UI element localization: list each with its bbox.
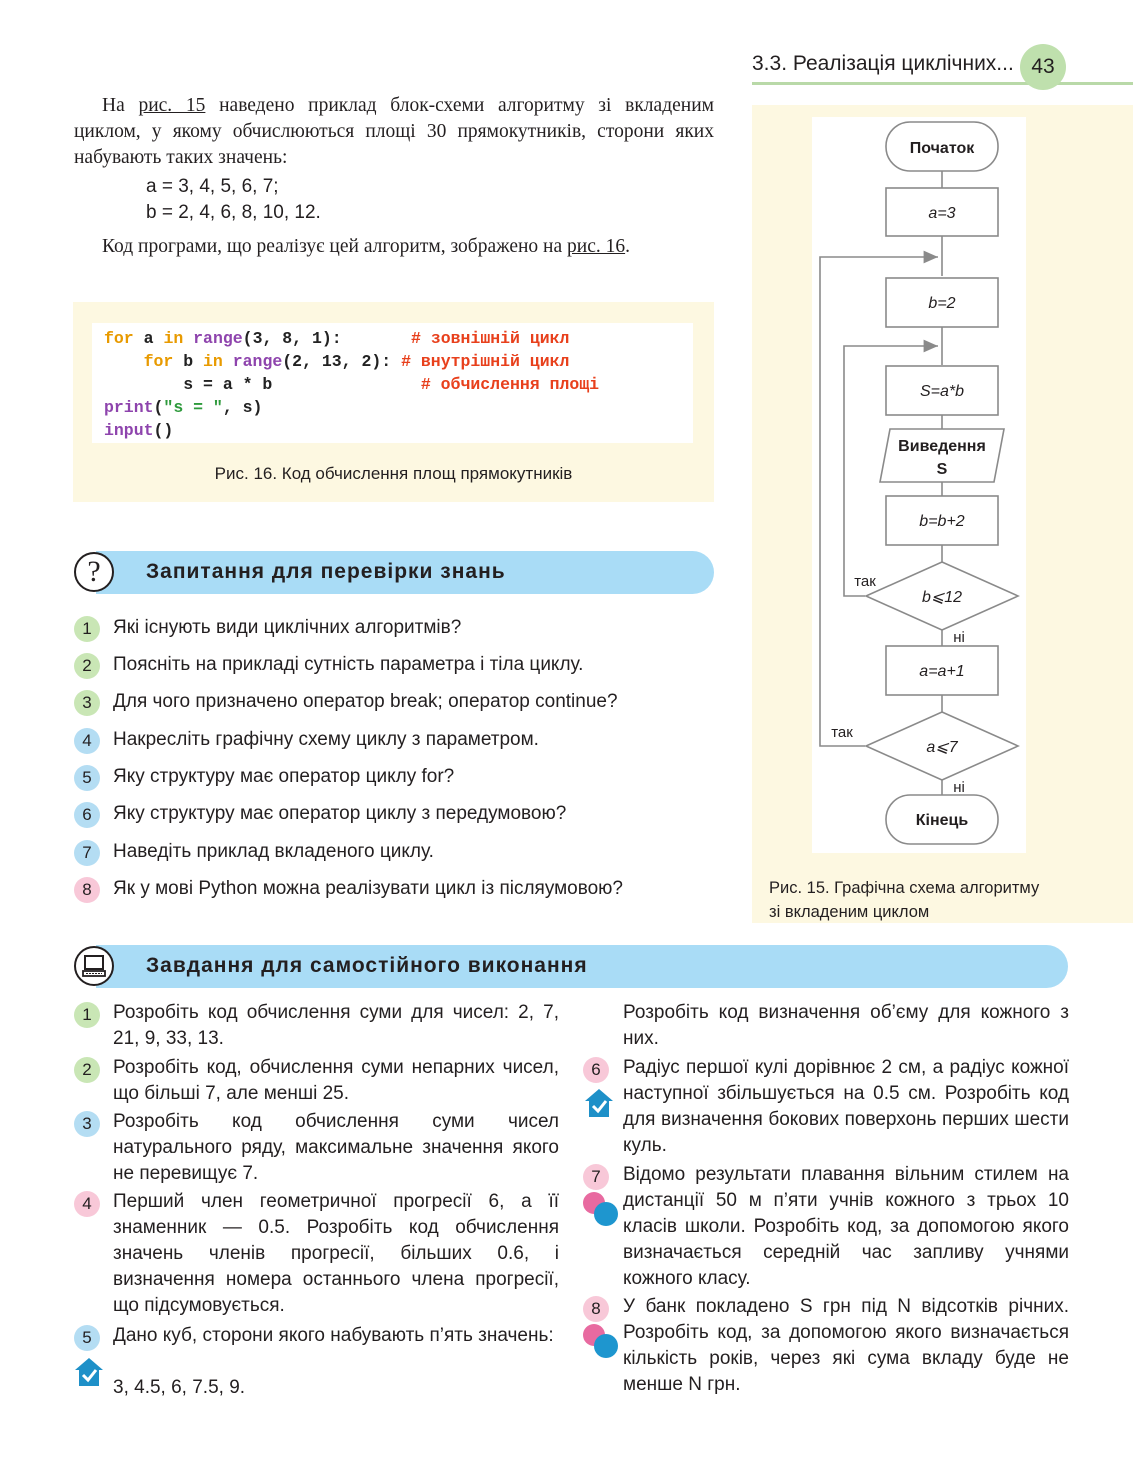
question-number: 5	[74, 765, 100, 791]
question-text: Яку структуру має оператор циклу for?	[113, 766, 455, 787]
task-number: 4	[74, 1191, 100, 1217]
figure-ref-16[interactable]: рис. 16	[567, 236, 626, 257]
task-text-values: 3, 4.5, 6, 7.5, 9.	[113, 1377, 246, 1398]
b-inc-label: b=b+2	[919, 513, 965, 530]
task-text: Радіус першої кулі дорівнює 2 см, а радіус кожної наступної збільшується на 0.5 см. Розробіть код для визначення бокових поверхонь перших шести куль.	[623, 1057, 1069, 1156]
task-text: У банк покладено S грн під N відсотків річних. Розробіть код, за допомогою якого визначається кількість років, через які сума вкладу буде не менше N грн.	[623, 1296, 1069, 1395]
question-text: Наведіть приклад вкладеного циклу.	[113, 841, 434, 862]
no-label-2: ні	[953, 779, 965, 796]
question-number: 2	[74, 653, 100, 679]
cond-a-label: a⩽7	[926, 739, 958, 756]
header-rule	[752, 82, 1133, 85]
task-number: 1	[74, 1002, 100, 1028]
intro-paragraph: На рис. 15 наведено приклад блок-схеми алгоритму зі вкладеним циклом, у якому обчислюються площі 30 прямокутників, сторони яких набувають таких значень:	[74, 95, 714, 168]
task-number: 7	[583, 1164, 609, 1190]
computer-icon	[74, 946, 114, 986]
home-check-icon	[582, 1086, 616, 1120]
question-text: Як у мові Python можна реалізувати цикл із післяумовою?	[113, 878, 624, 899]
task-text: Відомо результати плавання вільним стилем на дистанції 50 м п’яти учнів кожного з трьох 10 класів школи. Розробіть код, за допомогою якого визначається середній час запливу учнями кожного класу.	[623, 1164, 1069, 1289]
task-number: 8	[583, 1296, 609, 1322]
task-text: Розробіть код обчислення суми для чисел: 2, 7, 21, 9, 33, 13.	[113, 1002, 559, 1049]
question-number: 8	[74, 877, 100, 903]
task-text-continued: Розробіть код визначення об’єму для кожного з них.	[623, 1002, 1069, 1049]
question-number: 3	[74, 690, 100, 716]
end-label: Кінець	[915, 812, 969, 829]
code-line-1: for a in range(3, 8, 1): # зовнішній цикл	[104, 329, 570, 348]
flowchart	[752, 105, 1133, 865]
task-number: 6	[583, 1057, 609, 1083]
task-number: 3	[74, 1111, 100, 1137]
figure-15-caption: Рис. 15. Графічна схема алгоритму зі вкладеним циклом	[769, 879, 1040, 921]
code-intro-paragraph: Код програми, що реалізує цей алгоритм, зображено на рис. 16.	[102, 236, 630, 257]
question-text: Накресліть графічну схему циклу з параметром.	[113, 729, 539, 750]
question-number: 7	[74, 840, 100, 866]
pair-circles-icon	[582, 1190, 622, 1228]
question-number: 6	[74, 802, 100, 828]
cond-b-label: b⩽12	[921, 589, 963, 606]
task-text: Розробіть код обчислення суми чисел натурального ряду, максимальне значення якого не перевищує 7.	[113, 1111, 559, 1184]
yes-label-2: так	[831, 724, 853, 741]
question-text: Які існують види циклічних алгоритмів?	[113, 617, 462, 638]
task-text: Перший член геометричної прогресії 6, а її знаменник — 0.5. Розробіть код обчислення значень членів прогресії, більших 0.6, і визначення номера останнього члена прогресії, що підсумовується.	[113, 1191, 559, 1316]
a-init-label: a=3	[928, 205, 956, 222]
page-number: 43	[1020, 44, 1066, 90]
question-number: 4	[74, 728, 100, 754]
question-number: 1	[74, 616, 100, 642]
running-header: 3.3. Реалізація циклічних...	[752, 52, 1014, 75]
calc-label: S=a*b	[919, 383, 965, 400]
task-number: 2	[74, 1057, 100, 1083]
task-text: Дано куб, сторони якого набувають п’ять значень:	[113, 1325, 554, 1346]
code-line-3: s = a * b # обчислення площі	[104, 375, 600, 394]
a-inc-label: a=a+1	[919, 663, 965, 680]
pair-circles-icon	[582, 1322, 622, 1360]
task-text: Розробіть код, обчислення суми непарних чисел, що більші 7, але менші 25.	[113, 1057, 559, 1104]
b-init-label: b=2	[928, 295, 956, 312]
tasks-title: Завдання для самостійного виконання	[146, 954, 588, 977]
start-label: Початок	[909, 140, 975, 157]
no-label-1: ні	[953, 629, 965, 646]
question-text: Поясніть на прикладі сутність параметра і тіла циклу.	[113, 654, 584, 675]
home-check-icon	[72, 1355, 106, 1389]
figure-ref-15[interactable]: рис. 15	[138, 95, 206, 116]
output-label-2: S	[936, 461, 948, 478]
code-line-5: input()	[104, 421, 174, 440]
question-icon: ?	[74, 552, 114, 592]
values-a: a = 3, 4, 5, 6, 7;	[146, 176, 279, 197]
yes-label-1: так	[854, 573, 876, 590]
question-text: Яку структуру має оператор циклу з передумовою?	[113, 803, 567, 824]
code-line-2: for b in range(2, 13, 2): # внутрішній цикл	[104, 352, 570, 371]
task-number: 5	[74, 1325, 100, 1351]
figure-16-caption: Рис. 16. Код обчислення площ прямокутників	[214, 464, 573, 483]
question-text: Для чого призначено оператор break; оператор continue?	[113, 691, 618, 712]
values-b: b = 2, 4, 6, 8, 10, 12.	[146, 202, 321, 223]
code-line-4: print("s = ", s)	[104, 398, 263, 417]
output-label-1: Виведення	[898, 438, 986, 455]
questions-title: Запитання для перевірки знань	[146, 560, 506, 583]
